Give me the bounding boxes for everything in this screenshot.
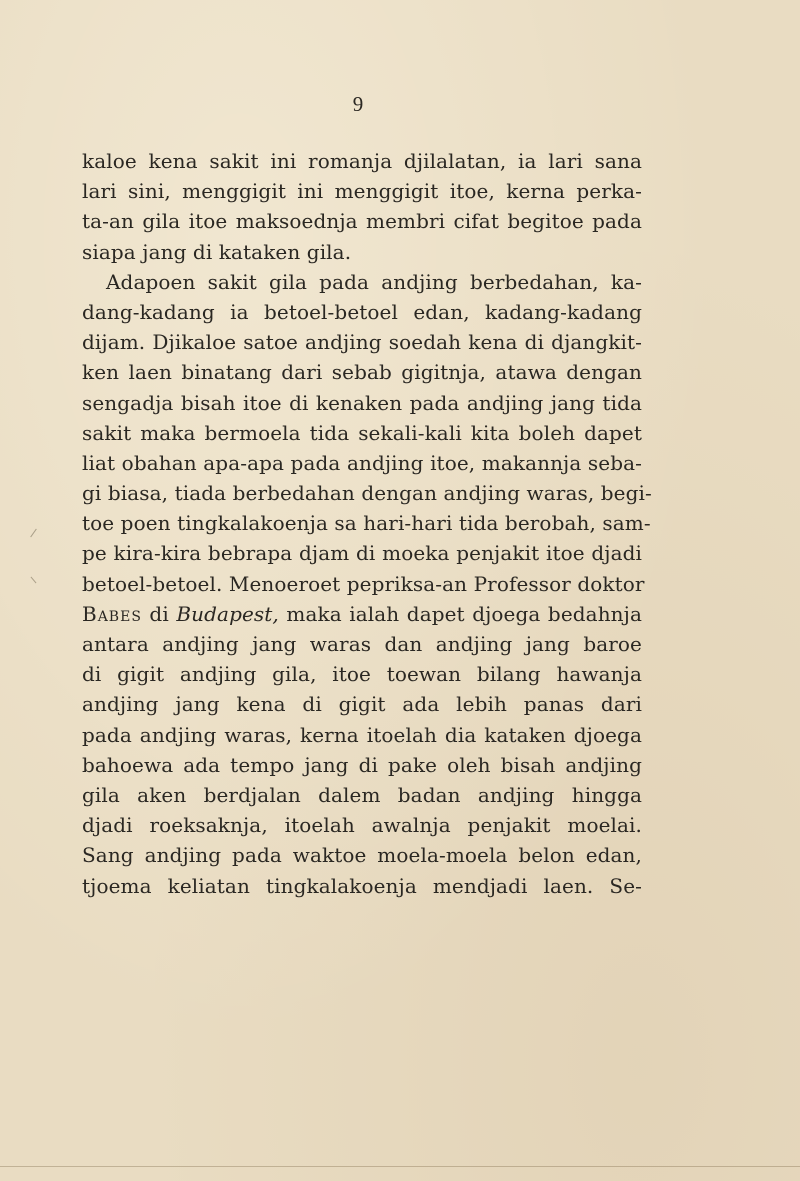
text-fragment: di xyxy=(141,601,177,626)
person-name: Babes xyxy=(82,601,142,626)
text-line: sengadja bisah itoe di kenaken pada andjing jang tida xyxy=(82,390,642,415)
text-line: kaloe kena sakit ini romanja djilalatan, ia lari sana xyxy=(82,149,642,173)
text-line: gila aken berdjalan dalem badan andjing hingga xyxy=(82,782,642,807)
place-name: Budapest, xyxy=(176,601,279,626)
text-line: Adapoen sakit gila pada andjing berbedahan, ka- xyxy=(106,269,642,294)
text-line: lari sini, menggigit ini menggigit itoe, kerna perka- xyxy=(82,179,642,204)
text-line: liat obahan apa-apa pada andjing itoe, makannja seba- xyxy=(82,450,642,475)
text-line: betoel-betoel. Menoeroet pepriksa-an Professor doktor xyxy=(82,571,645,596)
margin-mark xyxy=(31,577,37,584)
text-line: ta-an gila itoe maksoednja membri cifat begitoe pada xyxy=(82,209,642,234)
text-line: pada andjing waras, kerna itoelah dia kataken djoega xyxy=(82,722,642,747)
text-fragment: maka ialah dapet djoega bedahnja xyxy=(278,601,642,626)
text-line: andjing jang kena di gigit ada lebih panas dari xyxy=(82,692,642,717)
text-line: pe kira-kira bebrapa djam di moeka penjakit itoe djadi xyxy=(82,541,642,566)
page-edge-rule xyxy=(0,1166,800,1167)
body-text xyxy=(82,146,652,901)
text-line: dang-kadang ia betoel-betoel edan, kadang-kadang xyxy=(82,299,642,324)
text-line: sakit maka bermoela tida sekali-kali kita boleh dapet xyxy=(82,420,642,445)
text-line: dijam. Djikaloe satoe andjing soedah kena di djangkit- xyxy=(82,330,642,355)
text-line: tjoema keliatan tingkalakoenja mendjadi laen. Se- xyxy=(82,873,642,898)
text-line-with-name xyxy=(82,599,642,629)
text-line: antara andjing jang waras dan andjing jang baroe xyxy=(82,632,642,656)
text-line: siapa jang di kataken gila. xyxy=(82,239,352,264)
margin-mark xyxy=(30,529,37,538)
text-line: di gigit andjing gila, itoe toewan bilang hawanja xyxy=(82,662,642,687)
text-line: toe poen tingkalakoenja sa hari-hari tida berobah, sam- xyxy=(82,511,651,536)
text-line: Sang andjing pada waktoe moela-moela belon edan, xyxy=(82,843,642,868)
text-line: bahoewa ada tempo jang di pake oleh bisah andjing xyxy=(82,752,642,777)
text-line: djadi roeksaknja, itoelah awalnja penjakit moelai. xyxy=(82,813,642,838)
page-number: 9 xyxy=(352,92,364,116)
text-line: gi biasa, tiada berbedahan dengan andjing waras, begi- xyxy=(82,481,652,506)
text-line: ken laen binatang dari sebab gigitnja, atawa dengan xyxy=(82,360,642,385)
